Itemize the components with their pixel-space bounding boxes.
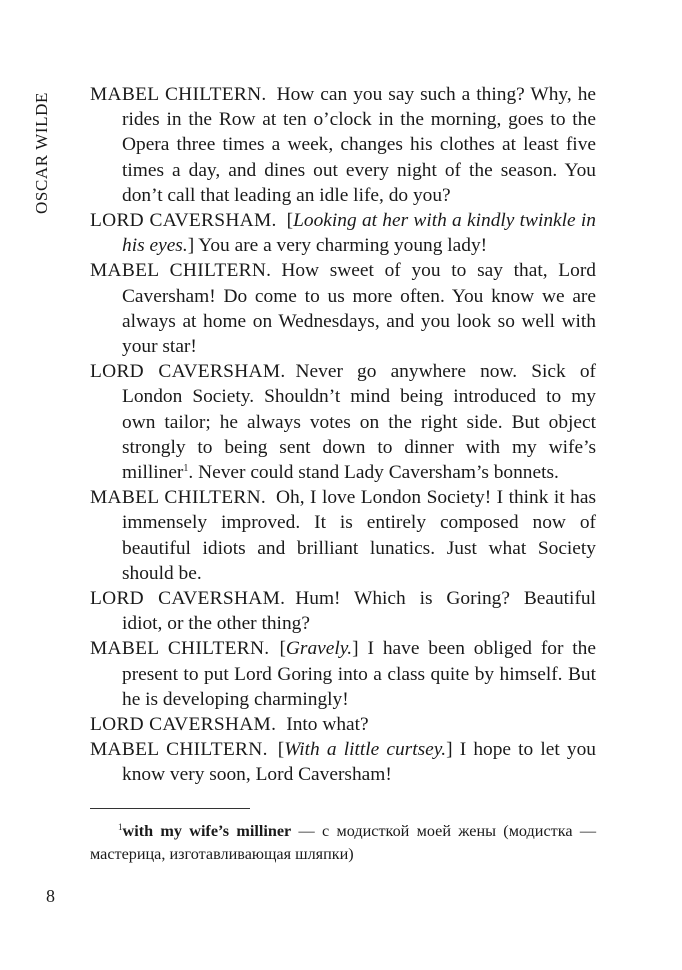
speech-paragraph: [90, 586, 596, 636]
speech-text: ] You are a very charming young lady!: [187, 235, 488, 257]
footnote: [90, 820, 596, 866]
speech-text: How can you say such a thing? Why, he rides in the Row at ten o’clock in the morning, goes to the Opera three times a week, changes his clothes at least five times a day, and dines out every night of the season. You don’t call that leading an idle life, do you?: [122, 84, 596, 206]
footnote-ref: 1: [183, 463, 189, 475]
speaker-name: LORD CAVERSHAM.: [90, 714, 277, 736]
speech-text: [: [286, 210, 294, 232]
running-head-text: OSCAR WILDE: [32, 92, 52, 214]
speech-text: ] I have been obliged for the present to put Lord Goring into a class quite by himself. But he is developing charmingly!: [122, 638, 596, 710]
stage-direction: With a little curtsey.: [284, 739, 447, 761]
speaker-name: MABEL CHILTERN.: [90, 260, 272, 282]
page-number: 8: [46, 886, 55, 906]
footnote-rule: [90, 808, 250, 809]
speech-paragraph: [90, 636, 596, 712]
speech-text: Never go anywhere now. Sick of London Society. Shouldn’t mind being introduced to my own tailor; he always votes on the right side. But object strongly to being sent down to dinner with my wife’s milliner: [122, 361, 596, 484]
speaker-name: MABEL CHILTERN.: [90, 84, 267, 105]
speech-paragraph: [90, 82, 596, 208]
stage-direction: Looking at her with a kindly twinkle in his eyes.: [122, 210, 596, 257]
speech-text: Hum! Which is Goring? Beautiful idiot, or the other thing?: [122, 588, 596, 635]
speech-text: [: [277, 739, 285, 761]
footnote-text: — с модисткой моей жены (модистка — мастерица, изготавливающая шляпки): [90, 822, 597, 863]
speech-paragraph: [90, 485, 596, 586]
speaker-name: MABEL CHILTERN.: [90, 487, 267, 509]
speaker-name: LORD CAVERSHAM.: [90, 361, 286, 383]
speech-text: How sweet of you to say that, Lord Caversham! Do come to us more often. You know we are always at home on Wednesdays, and you look so well with your star!: [122, 260, 596, 358]
speech-text: Into what?: [286, 714, 369, 736]
running-head: [14, 88, 70, 218]
speech-paragraph: [90, 712, 596, 737]
footnote-term: with my wife’s milliner: [122, 822, 292, 840]
speech-paragraph: [90, 737, 596, 787]
speaker-name: LORD CAVERSHAM.: [90, 210, 277, 232]
speech-paragraph: [90, 258, 596, 359]
stage-direction: Gravely.: [285, 638, 353, 660]
footnote-marker: 1: [118, 822, 123, 832]
speaker-name: MABEL CHILTERN.: [90, 739, 268, 761]
speech-text: . Never could stand Lady Caversham’s bonnets.: [188, 462, 559, 484]
speech-text: ] I hope to let you know very soon, Lord Caversham!: [122, 739, 596, 786]
speaker-name: MABEL CHILTERN.: [90, 638, 270, 660]
speaker-name: LORD CAVERSHAM.: [90, 588, 286, 610]
dialogue-text: [90, 82, 596, 788]
speech-text: Oh, I love London Society! I think it has immensely improved. It is entirely composed now of beautiful idiots and brilliant lunatics. Just what Society should be.: [122, 487, 596, 584]
speech-paragraph: [90, 359, 596, 485]
speech-text: [: [279, 638, 286, 660]
speech-paragraph: [90, 208, 596, 258]
